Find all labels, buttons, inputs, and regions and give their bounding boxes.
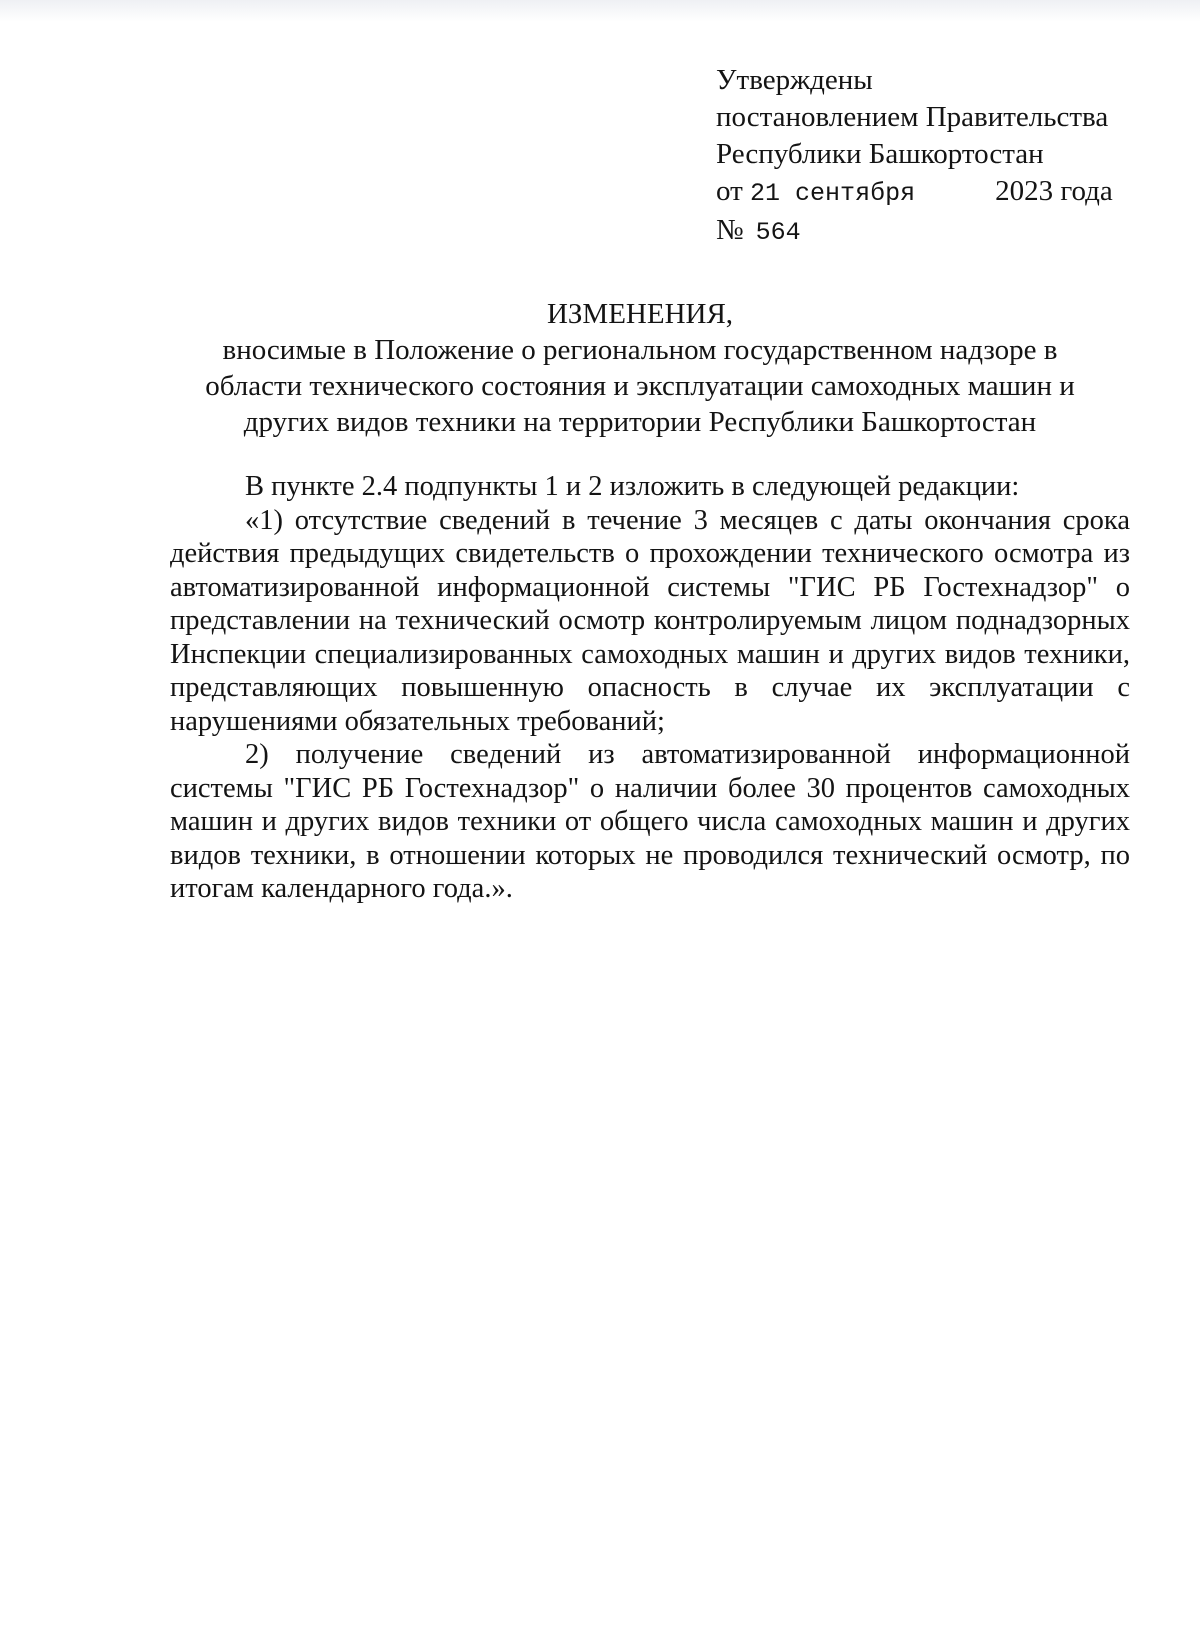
approval-line-resolution: постановлением Правительства: [716, 101, 1109, 133]
approval-stamp-block: [716, 62, 1186, 251]
approval-line-approved: Утверждены: [716, 64, 873, 96]
title-subtitle-line-3: других видов техники на территории Республики Башкортостан: [243, 406, 1037, 438]
number-sign: №: [716, 214, 744, 246]
document-title: [150, 296, 1130, 440]
title-heading: ИЗМЕНЕНИЯ,: [546, 298, 734, 330]
approval-date-line: [716, 173, 1186, 212]
date-year: 2023 года: [995, 175, 1113, 207]
scan-edge-shadow: [0, 0, 1200, 22]
title-subtitle-line-2: области технического состояния и эксплуатации самоходных машин и: [205, 370, 1075, 402]
date-typed: 21 сентября: [750, 179, 916, 208]
title-subtitle-line-1: вносимые в Положение о региональном государственном надзоре в: [222, 334, 1058, 366]
date-prefix: от: [716, 175, 743, 207]
body-intro: В пункте 2.4 подпункты 1 и 2 изложить в следующей редакции:: [245, 471, 1020, 502]
number-typed: 564: [755, 218, 801, 247]
approval-number-line: [716, 212, 1186, 251]
approval-line-republic: Республики Башкортостан: [716, 138, 1044, 170]
body-item-2: 2) получение сведений из автоматизированной информационной системы "ГИС РБ Гостехнадзор" о наличии более 30 процентов самоходных машин и других видов техники от общего числа самоходных машин и других видов техники, в отношении которых не проводился технический осмотр, по итогам календарного года.».: [170, 739, 1130, 904]
body-item-1: «1) отсутствие сведений в течение 3 месяцев с даты окончания срока действия предыдущих свидетельств о прохождении технического осмотра из автоматизированной информационной системы "ГИС РБ Гостехнадзор" о представлении на технический осмотр контролируемым лицом поднадзорных Инспекции специализированных самоходных машин и других видов техники, представляющих повышенную опасность в случае их эксплуатации с нарушениями обязательных требований;: [170, 504, 1130, 737]
document-body: [170, 470, 1130, 906]
